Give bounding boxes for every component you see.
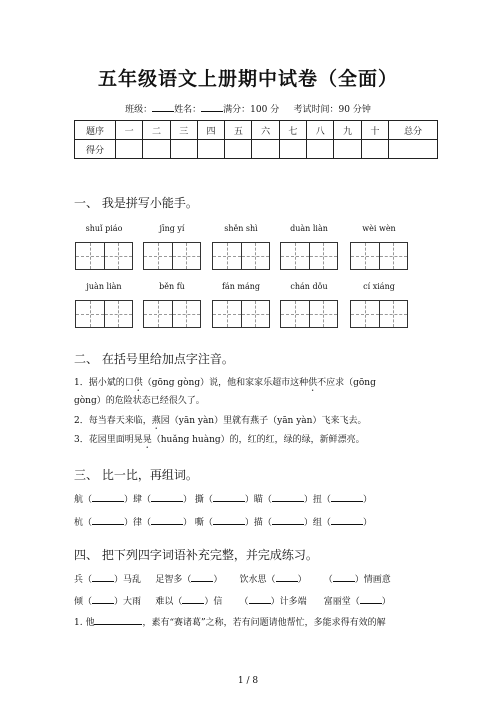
idiom-fragment: （ bbox=[239, 597, 249, 607]
answer-blank[interactable] bbox=[94, 615, 142, 625]
pinyin-label: shuǐ piáo bbox=[85, 224, 123, 233]
page-title: 五年级语文上册期中试卷（全面） bbox=[97, 68, 398, 90]
text-fragment: ，素有“赛诸葛”之称，若有问题请他帮忙，多能求得有效的解 bbox=[142, 618, 386, 628]
char-fragment: ） bbox=[362, 495, 372, 505]
idiom-fragment: ）马乱 bbox=[114, 575, 142, 585]
pinyin-label: fán máng bbox=[221, 282, 261, 291]
idiom-fragment: 兵（ bbox=[74, 575, 93, 585]
answer-blank[interactable] bbox=[182, 594, 204, 604]
pinyin-label: běn fù bbox=[159, 282, 185, 291]
score-header-cell: 二 bbox=[143, 121, 170, 140]
score-header-cell: 六 bbox=[252, 121, 279, 140]
answer-blank[interactable] bbox=[151, 492, 183, 502]
text-fragment: 园（yān yàn）里就有燕子（yān yàn）飞来飞去。 bbox=[160, 416, 367, 426]
writing-grid[interactable] bbox=[280, 300, 338, 328]
compare-row-2 bbox=[74, 515, 372, 528]
score-cell bbox=[170, 140, 197, 159]
dotted-char: 供 bbox=[133, 378, 143, 388]
char-fragment: 航（ bbox=[74, 495, 93, 505]
idiom-fragment: ）大雨 bbox=[114, 597, 142, 607]
answer-blank[interactable] bbox=[213, 515, 245, 525]
text-fragment: 不应求（gōng bbox=[317, 378, 376, 388]
char-fragment: ）律（ bbox=[124, 518, 152, 528]
score-header-cell: 十 bbox=[361, 121, 388, 140]
page-number: 1 / 8 bbox=[237, 676, 259, 686]
score-header-cell: 四 bbox=[197, 121, 224, 140]
text-fragment: 3．花园里面明晃 bbox=[74, 435, 143, 445]
score-header-cell: 五 bbox=[225, 121, 252, 140]
writing-grid[interactable] bbox=[143, 242, 201, 270]
answer-blank[interactable] bbox=[333, 572, 355, 582]
score-cell bbox=[389, 140, 438, 159]
pinyin-label: wèi wèn bbox=[362, 224, 396, 233]
writing-grid[interactable] bbox=[350, 242, 408, 270]
text-fragment: （gōng gòng）说，他和家家乐超市这种 bbox=[142, 378, 309, 388]
idiom-fragment: 倾（ bbox=[74, 597, 93, 607]
writing-grid[interactable] bbox=[75, 300, 133, 328]
pinyin-label: duàn liàn bbox=[290, 224, 328, 233]
answer-blank[interactable] bbox=[331, 515, 363, 525]
class-label: 班级： bbox=[125, 105, 153, 115]
idiom-row-1 bbox=[74, 572, 391, 585]
pinyin-label: juàn liàn bbox=[86, 282, 122, 291]
idiom-fragment: 难以（ bbox=[155, 597, 183, 607]
exam-time: 考试时间：90 分钟 bbox=[293, 105, 371, 115]
class-blank bbox=[152, 102, 174, 112]
answer-blank[interactable] bbox=[151, 515, 183, 525]
score-header-cell: 一 bbox=[116, 121, 143, 140]
answer-blank[interactable] bbox=[92, 572, 114, 582]
text-fragment: 1．据小斌的口 bbox=[74, 378, 134, 388]
idiom-fragment: ） bbox=[297, 575, 307, 585]
section-1-title: 一、 我是拼写小能手。 bbox=[74, 196, 198, 210]
name-blank bbox=[201, 102, 223, 112]
question-2-3 bbox=[74, 432, 365, 451]
question-4-1 bbox=[74, 615, 386, 628]
char-fragment: 杭（ bbox=[74, 518, 93, 528]
idiom-fragment: ） bbox=[381, 597, 391, 607]
char-fragment: ）组（ bbox=[303, 518, 331, 528]
compare-row-1 bbox=[74, 492, 372, 505]
question-2-2 bbox=[74, 413, 366, 432]
score-header-cell: 题序 bbox=[75, 121, 116, 140]
writing-grid[interactable] bbox=[75, 242, 133, 270]
score-table bbox=[74, 120, 438, 159]
answer-blank[interactable] bbox=[276, 572, 298, 582]
idiom-fragment: （ bbox=[323, 575, 333, 585]
idiom-fragment: 足智多（ bbox=[155, 575, 192, 585]
dotted-char: 燕 bbox=[151, 416, 161, 426]
answer-blank[interactable] bbox=[360, 594, 382, 604]
idiom-fragment: 饮水思（ bbox=[239, 575, 276, 585]
score-cell bbox=[361, 140, 388, 159]
full-score: 满分：100 分 bbox=[223, 105, 280, 115]
writing-grid[interactable] bbox=[212, 300, 270, 328]
char-fragment: ）肆（ bbox=[124, 495, 152, 505]
pinyin-label: jīng yí bbox=[159, 224, 185, 233]
score-header-cell: 三 bbox=[170, 121, 197, 140]
exam-info bbox=[0, 102, 496, 115]
writing-grid[interactable] bbox=[280, 242, 338, 270]
answer-blank[interactable] bbox=[272, 515, 304, 525]
idiom-fragment: ）信 bbox=[204, 597, 223, 607]
score-cell bbox=[143, 140, 170, 159]
idiom-fragment: ）情画意 bbox=[354, 575, 391, 585]
idiom-fragment: ）计多端 bbox=[270, 597, 307, 607]
char-fragment: ）描（ bbox=[244, 518, 272, 528]
answer-blank[interactable] bbox=[92, 492, 124, 502]
answer-blank[interactable] bbox=[213, 492, 245, 502]
char-fragment: ） bbox=[362, 518, 372, 528]
pinyin-label: shěn shì bbox=[224, 224, 258, 233]
question-2-1-cont: gòng）的危险状态已经很久了。 bbox=[74, 396, 205, 406]
writing-grid[interactable] bbox=[143, 300, 201, 328]
score-header-cell: 八 bbox=[307, 121, 334, 140]
dotted-char: 晃 bbox=[142, 435, 152, 445]
answer-blank[interactable] bbox=[92, 515, 124, 525]
score-cell bbox=[225, 140, 252, 159]
score-cell bbox=[307, 140, 334, 159]
char-fragment: ） 嘶（ bbox=[183, 518, 213, 528]
text-fragment: （huǎng huàng）的，红的红，绿的绿，新鲜漂亮。 bbox=[151, 435, 365, 445]
char-fragment: ）扭（ bbox=[303, 495, 331, 505]
writing-grid[interactable] bbox=[350, 300, 408, 328]
score-cell bbox=[116, 140, 143, 159]
writing-grid[interactable] bbox=[212, 242, 270, 270]
section-3-title: 三、 比一比，再组词。 bbox=[74, 468, 198, 482]
score-cell bbox=[252, 140, 279, 159]
answer-blank[interactable] bbox=[92, 594, 114, 604]
score-table-header bbox=[75, 121, 438, 140]
answer-blank[interactable] bbox=[191, 572, 213, 582]
section-2-title: 二、 在括号里给加点字注音。 bbox=[74, 352, 234, 366]
section-4-title: 四、 把下列四字词语补充完整，并完成练习。 bbox=[74, 548, 318, 562]
score-row-label: 得分 bbox=[75, 140, 116, 159]
char-fragment: ） 撕（ bbox=[183, 495, 213, 505]
score-cell bbox=[279, 140, 306, 159]
score-header-cell: 九 bbox=[334, 121, 361, 140]
text-fragment: 1. 他 bbox=[74, 618, 95, 628]
pinyin-label: cí xiáng bbox=[363, 282, 395, 291]
char-fragment: ）瞄（ bbox=[244, 495, 272, 505]
idiom-fragment: ） bbox=[213, 575, 223, 585]
idiom-fragment: 富丽堂（ bbox=[323, 597, 360, 607]
name-label: 姓名： bbox=[174, 105, 202, 115]
score-table-row bbox=[75, 140, 438, 159]
score-cell bbox=[197, 140, 224, 159]
score-header-cell: 总分 bbox=[389, 121, 438, 140]
question-2-1 bbox=[74, 375, 376, 394]
score-header-cell: 七 bbox=[279, 121, 306, 140]
answer-blank[interactable] bbox=[272, 492, 304, 502]
answer-blank[interactable] bbox=[249, 594, 271, 604]
score-cell bbox=[334, 140, 361, 159]
idiom-row-2 bbox=[74, 594, 391, 607]
answer-blank[interactable] bbox=[331, 492, 363, 502]
text-fragment: 2．每当春天来临， bbox=[74, 416, 152, 426]
dotted-char: 供 bbox=[308, 378, 318, 388]
pinyin-label: chán dǒu bbox=[290, 282, 328, 291]
